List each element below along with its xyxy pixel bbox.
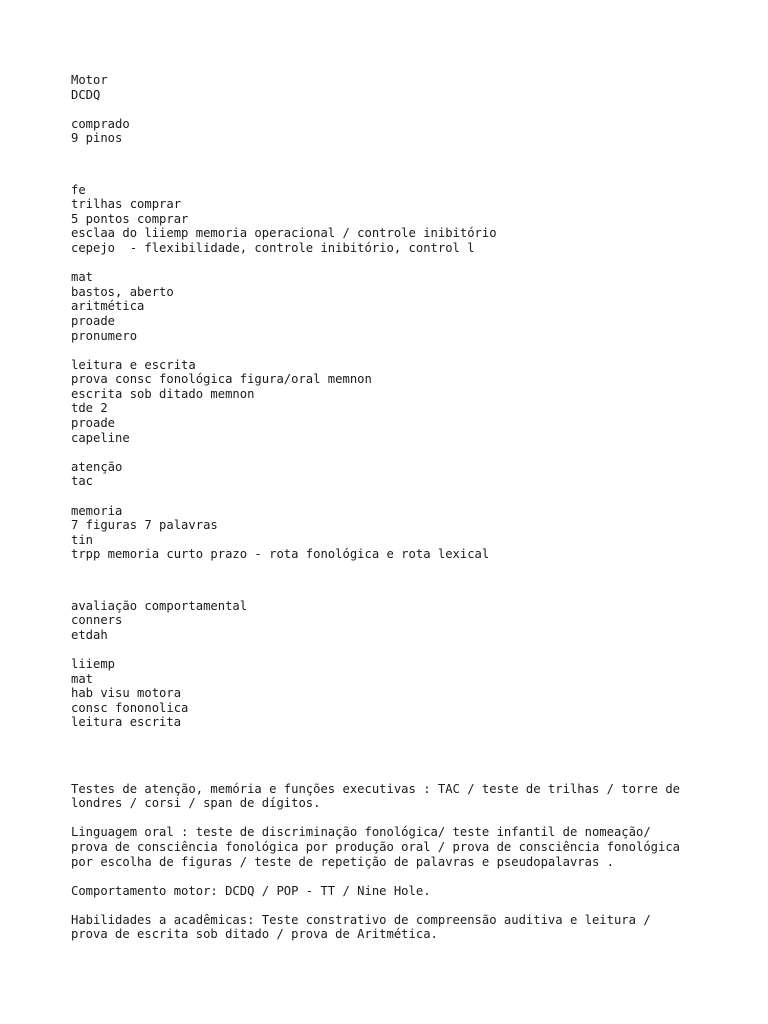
text-line: hab visu motora xyxy=(71,686,182,701)
text-block-liiemp xyxy=(71,657,711,730)
text-block-fe xyxy=(71,183,711,256)
text-line: DCDQ xyxy=(71,87,101,102)
paragraph-comportamento-motor xyxy=(71,884,711,899)
text-line: leitura escrita xyxy=(71,715,182,730)
text-line: prova de consciência fonológica por produção oral / prova de consciência fonológica xyxy=(71,839,681,854)
text-line: mat xyxy=(71,270,94,285)
text-line: tin xyxy=(71,532,94,547)
text-line: comprado xyxy=(71,116,130,131)
text-line: leitura e escrita xyxy=(71,357,196,372)
document-page xyxy=(71,73,711,942)
text-line: 5 pontos comprar xyxy=(71,211,189,226)
text-line: avaliação comportamental xyxy=(71,598,248,613)
text-line: mat xyxy=(71,671,94,686)
text-line: memoria xyxy=(71,503,123,518)
text-line: liiemp xyxy=(71,656,116,671)
paragraph-testes-atencao xyxy=(71,782,711,811)
text-line: por escolha de figuras / teste de repetição de palavras e pseudopalavras . xyxy=(71,854,614,869)
text-block-memoria xyxy=(71,504,711,562)
text-line: proade xyxy=(71,313,116,328)
text-line: bastos, aberto xyxy=(71,284,174,299)
text-block-avaliacao-comportamental xyxy=(71,599,711,643)
text-line: tac xyxy=(71,474,94,489)
text-line: prova de escrita sob ditado / prova de Aritmética. xyxy=(71,927,438,942)
text-line: trpp memoria curto prazo - rota fonológica e rota lexical xyxy=(71,547,490,562)
text-line: 9 pinos xyxy=(71,131,123,146)
text-line: Comportamento motor: DCDQ / POP - TT / Nine Hole. xyxy=(71,883,431,898)
text-line: pronumero xyxy=(71,328,138,343)
text-line: Testes de atenção, memória e funções executivas : TAC / teste de trilhas / torre de xyxy=(71,781,681,796)
text-line: prova consc fonológica figura/oral memnon xyxy=(71,372,372,387)
text-block-mat xyxy=(71,270,711,343)
text-block-motor xyxy=(71,73,711,102)
text-line: trilhas comprar xyxy=(71,197,182,212)
text-block-atencao xyxy=(71,460,711,489)
paragraph-linguagem-oral xyxy=(71,825,711,869)
text-line: fe xyxy=(71,182,86,197)
text-line: cepejo - flexibilidade, controle inibitório, control l xyxy=(71,240,475,255)
text-block-leitura-escrita xyxy=(71,358,711,446)
text-block-comprado xyxy=(71,117,711,146)
text-line: atenção xyxy=(71,459,123,474)
text-line: etdah xyxy=(71,627,108,642)
text-line: consc fononolica xyxy=(71,700,189,715)
text-line: Habilidades a acadêmicas: Teste constrativo de compreensão auditiva e leitura / xyxy=(71,912,651,927)
text-line: Motor xyxy=(71,73,108,87)
text-line: proade xyxy=(71,416,116,431)
text-line: tde 2 xyxy=(71,401,108,416)
paragraph-habilidades-academicas xyxy=(71,913,711,942)
text-line: aritmética xyxy=(71,299,145,314)
text-line: capeline xyxy=(71,430,130,445)
text-line: esclaa do liiemp memoria operacional / controle inibitório xyxy=(71,226,497,241)
text-line: conners xyxy=(71,613,123,628)
text-line: escrita sob ditado memnon xyxy=(71,386,255,401)
text-line: 7 figuras 7 palavras xyxy=(71,518,218,533)
text-line: Linguagem oral : teste de discriminação fonológica/ teste infantil de nomeação/ xyxy=(71,825,651,840)
text-line: londres / corsi / span de dígitos. xyxy=(71,796,321,811)
